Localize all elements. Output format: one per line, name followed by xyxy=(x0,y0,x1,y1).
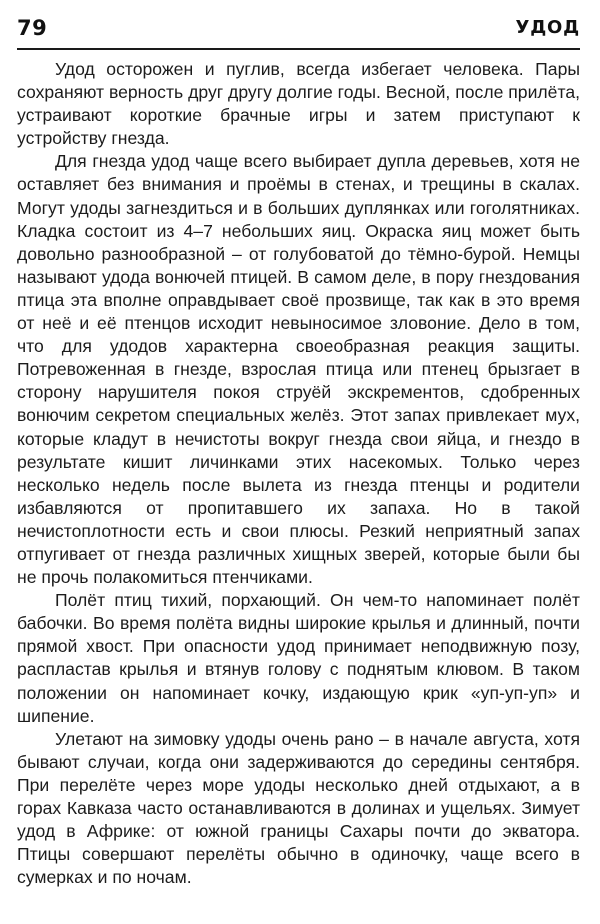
body-text xyxy=(17,58,580,889)
running-head xyxy=(17,16,580,46)
paragraph: Для гнезда удод чаще всего выбирает дупла деревьев, хотя не оставляет без внимания и проёмы в стенах, и трещины в скалах. Могут удоды загнездиться и в больших дуплянках или гоголятниках. Кладка состоит из 4–7 небольших яиц. Окраска яиц может быть довольно разнообразной – от голубоватой до тёмно-бурой. Немцы называют удода вонючей птицей. В самом деле, в пору гнездования птица эта вполне оправдывает своё прозвище, так как в это время от неё и её птенцов исходит невыносимое зловоние. Дело в том, что для удодов характерна своеобразная реакция защиты. Потревоженная в гнезде, взрослая птица или птенец брызгает в сторону нарушителя покоя струёй экскрементов, сдобренных вонючим секретом специальных желёз. Этот запах привлекает мух, которые кладут в нечистоты вокруг гнезда свои яйца, и гнездо в результате кишит личинками этих насекомых. Только через несколько недель после вылета из гнезда птенцы и родители избавляются от пропитавшего их запаха. Но в такой нечистоплотности есть и свои плюсы. Резкий неприятный запах отпугивает от гнезда различных хищных зверей, которые были бы не прочь полакомиться птенчиками. xyxy=(17,151,580,588)
paragraph: Улетают на зимовку удоды очень рано – в начале августа, хотя бывают случаи, когда они задерживаются до середины сентября. При перелёте через море удоды несколько дней отдыхают, а в горах Кавказа часто останавливаются в долинах и ущельях. Зимует удод в Африке: от южной границы Сахары почти до экватора. Птицы совершают перелёты обычно в одиночку, чаще всего в сумерках и по ночам. xyxy=(17,728,580,888)
page-number: 79 xyxy=(17,16,48,40)
paragraph: Полёт птиц тихий, порхающий. Он чем-то напоминает полёт бабочки. Во время полёта видны широкие крылья и длинный, почти прямой хвост. При опасности удод принимает неподвижную позу, распластав крылья и втянув голову с поднятым клювом. В таком положении он напоминает кочку, издающую крик «уп-уп-уп» и шипение. xyxy=(17,590,580,726)
header-rule xyxy=(17,48,580,50)
chapter-title: УДОД xyxy=(515,17,580,38)
paragraph: Удод осторожен и пуглив, всегда избегает человека. Пары сохраняют верность друг другу долгие годы. Весной, после прилёта, устраивают короткие брачные игры и затем приступают к устройству гнезда. xyxy=(17,59,580,149)
